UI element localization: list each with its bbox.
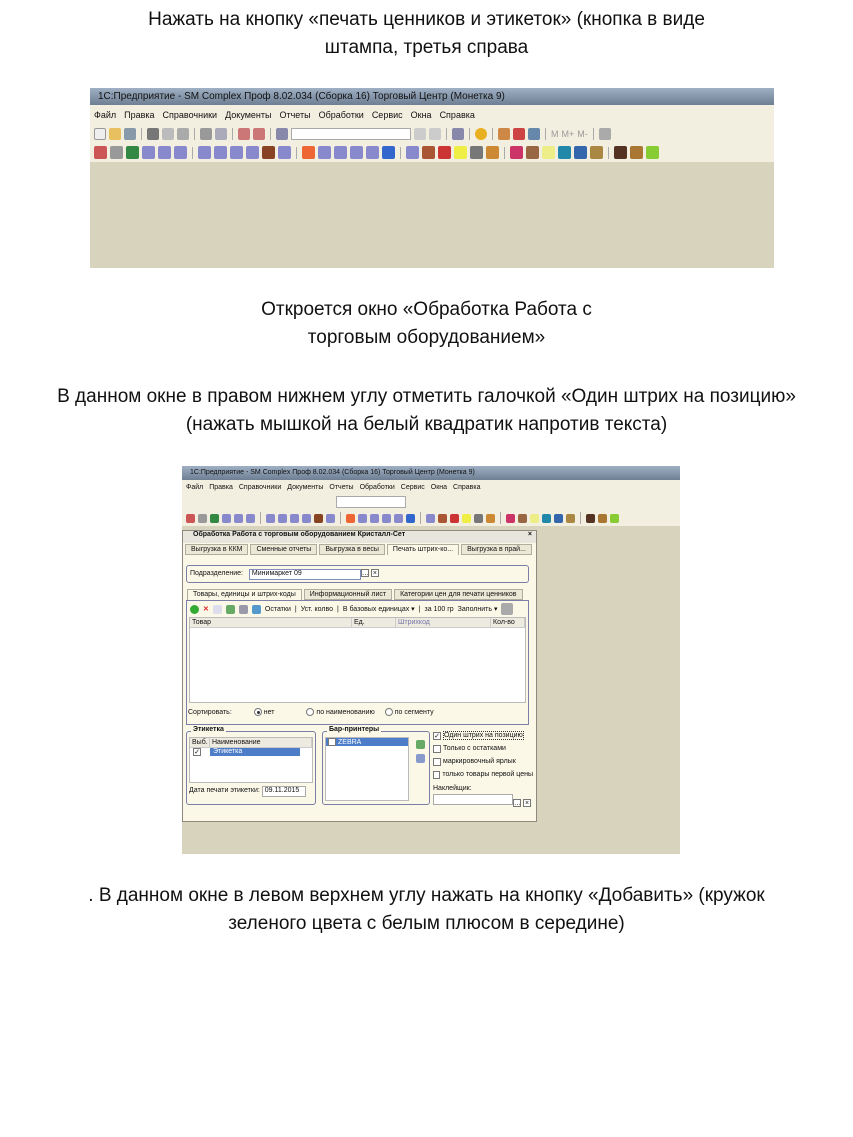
toolbar-button-icon-18[interactable] [406, 514, 415, 523]
goods-panel: ✕ Остатки | Уст. колво | В базовых единицах ▾ | за 100 гр Заполнить ▾ Товар Ед. Штрихкод Кол-во Сортировать: нет по наименованию по сегменту [186, 600, 529, 725]
toolbar-button-icon-5[interactable] [234, 514, 243, 523]
label-table[interactable]: Выб. Наименование ✓ Этикетка [189, 737, 313, 783]
separator [608, 147, 609, 159]
sort-name[interactable]: по наименованию [306, 709, 374, 716]
toolbar-button-icon-29[interactable] [554, 514, 563, 523]
memory-button[interactable]: M [551, 128, 559, 139]
table-icon[interactable] [239, 605, 248, 614]
toolbar-button-icon-14[interactable] [358, 514, 367, 523]
printer-icon[interactable] [501, 603, 513, 615]
toolbar-button-icon-8[interactable] [278, 514, 287, 523]
screenshot-toolbar [90, 88, 774, 268]
menu-catalogs[interactable]: Справочники [162, 109, 218, 120]
base-units-button[interactable]: В базовых единицах ▾ [342, 606, 415, 613]
menu-processing[interactable]: Обработки [318, 109, 364, 120]
toolbar-button-icon-4[interactable] [142, 146, 155, 159]
arrow-icon[interactable] [252, 605, 261, 614]
separator [400, 147, 401, 159]
sticker-field[interactable] [433, 794, 513, 805]
toolbar-button-icon-11[interactable] [262, 146, 275, 159]
label-row[interactable]: ✓ Этикетка [190, 748, 312, 756]
marking-label-checkbox[interactable]: маркировочный ярлык [433, 755, 533, 768]
toolbar-button-icon-25[interactable] [506, 514, 515, 523]
toolbar-button-icon-19[interactable] [426, 514, 435, 523]
screenshot-dialog [182, 466, 680, 854]
sort-row: Сортировать: нет по наименованию по сегменту [188, 708, 434, 716]
toolbar-button-icon-7[interactable] [198, 146, 211, 159]
toolbar-button-icon-28[interactable] [558, 146, 571, 159]
menu-edit[interactable]: Правка [124, 109, 155, 120]
toolbar-button-icon-15[interactable] [334, 146, 347, 159]
add-icon[interactable] [190, 605, 199, 614]
toolbar-button-icon-17[interactable] [366, 146, 379, 159]
delete-icon[interactable]: ✕ [203, 606, 209, 613]
separator [192, 147, 193, 159]
redo-icon[interactable] [253, 128, 265, 140]
paste-icon[interactable] [177, 128, 189, 140]
set-qty-button[interactable]: Уст. колво [300, 605, 333, 613]
app-title: 1С:Предприятие - SM Complex Проф 8.02.034 (Сборка 16) Торговый Центр (Монетка 9) [90, 88, 774, 105]
find-prev-icon[interactable] [429, 128, 441, 140]
toolbar-button-icon-29[interactable] [574, 146, 587, 159]
app-title: 1С:Предприятие - SM Complex Проф 8.02.034 (Сборка 16) Торговый Центр (Монетка 9) [182, 466, 680, 480]
toolbar-button-icon-1[interactable] [186, 514, 195, 523]
menu-windows[interactable]: Окна [410, 109, 432, 120]
menu-reports[interactable]: Отчеты [329, 483, 354, 491]
toolbar-standard [90, 124, 774, 143]
toolbar-button-icon-8[interactable] [214, 146, 227, 159]
instruction-step4: . В данном окне в левом верхнем углу нажать на кнопку «Добавить» (кружок зеленого цвета с белым плюсом в середине) [88, 885, 765, 934]
close-icon[interactable]: × [527, 531, 532, 538]
separator [500, 512, 501, 524]
print-icon[interactable] [200, 128, 212, 140]
toolbar-button-icon-24[interactable] [486, 514, 495, 523]
sticker-label: Наклейщик: [433, 785, 472, 792]
toolbar-button-icon-4[interactable] [222, 514, 231, 523]
instruction-step2: Откроется окно «Обработка Работа с торговым оборудованием» [261, 299, 592, 348]
toolbar-button-icon-18[interactable] [382, 146, 395, 159]
document-icon[interactable] [213, 605, 222, 614]
calendar-icon[interactable] [513, 128, 525, 140]
cut-icon[interactable] [147, 128, 159, 140]
dialog-title: Обработка Работа с торговым оборудованием Кристалл-Сет [193, 531, 406, 538]
new-icon[interactable] [94, 128, 106, 140]
clear-icon[interactable]: × [372, 570, 377, 578]
toolbar-button-icon-10[interactable] [302, 514, 311, 523]
toolbar-button-icon-23[interactable] [470, 146, 483, 159]
print-date-field[interactable]: 09.11.2015 [262, 786, 306, 797]
toolbar-button-icon-24[interactable] [486, 146, 499, 159]
toolbar-button-icon-2[interactable] [110, 146, 123, 159]
toolbar-button-icon-15[interactable] [370, 514, 379, 523]
toolbar-button-icon-7[interactable] [266, 514, 275, 523]
toolbar-button-icon-30[interactable] [590, 146, 603, 159]
toolbar-button-icon-12[interactable] [278, 146, 291, 159]
print-labels-stamp-icon[interactable] [614, 146, 627, 159]
tab-price-categories[interactable]: Категории цен для печати ценников [394, 589, 522, 600]
instruction-step1: Нажать на кнопку «печать ценников и этикеток» (кнопка в виде штампа, третья справа [148, 9, 705, 58]
menu-bar [90, 105, 774, 124]
memory-plus-button[interactable]: M+ [561, 128, 575, 139]
one-barcode-per-item-checkbox[interactable]: ✓ Один штрих на позицию [434, 732, 523, 740]
printers-list[interactable] [325, 737, 409, 801]
toolbar-button-icon-28[interactable] [542, 514, 551, 523]
tab-scales-export[interactable]: Выгрузка в весы [319, 544, 385, 555]
window-icon[interactable] [452, 128, 464, 140]
toolbar-button-icon-33[interactable] [646, 146, 659, 159]
toolbar-button-icon-10[interactable] [246, 146, 259, 159]
goods-table[interactable] [189, 617, 526, 703]
toolbar-button-icon-3[interactable] [126, 146, 139, 159]
stock-button[interactable]: Остатки [264, 605, 291, 613]
info-icon[interactable] [475, 128, 487, 140]
separator [420, 512, 421, 524]
col-goods: Товар [190, 618, 352, 627]
copy-icon[interactable] [162, 128, 174, 140]
print-labels-stamp-icon[interactable] [586, 514, 595, 523]
menu-documents[interactable]: Документы [287, 483, 324, 491]
toolbar-button-icon-6[interactable] [174, 146, 187, 159]
toolbar-button-icon-1[interactable] [94, 146, 107, 159]
toolbar-button-icon-12[interactable] [326, 514, 335, 523]
find-next-icon[interactable] [414, 128, 426, 140]
toolbar-button-icon-6[interactable] [246, 514, 255, 523]
equipment-dialog [182, 530, 537, 822]
menu-bar [182, 480, 680, 494]
menu-processing[interactable]: Обработки [359, 483, 395, 491]
first-price-only-checkbox[interactable]: только товары первой цены [433, 768, 533, 781]
printers-group: Бар-принтеры ZEBRA [322, 731, 430, 805]
printer-row[interactable]: ZEBRA [326, 738, 408, 746]
menu-reports[interactable]: Отчеты [279, 109, 311, 120]
select-button[interactable]: … [514, 800, 521, 808]
toolbar-button-icon-26[interactable] [518, 514, 527, 523]
toolbar-button-icon-20[interactable] [438, 514, 447, 523]
division-group [186, 565, 529, 583]
tab-shift-reports[interactable]: Сменные отчеты [250, 544, 317, 555]
options-group [433, 729, 533, 807]
clear-icon[interactable]: × [524, 800, 530, 808]
separator [504, 147, 505, 159]
search-combo[interactable] [291, 128, 411, 140]
toolbar-button-icon-21[interactable] [438, 146, 451, 159]
tab-price-export[interactable]: Выгрузка в прай... [461, 544, 532, 555]
toolbar-button-icon-21[interactable] [450, 514, 459, 523]
col-barcode: Штрихкод [396, 618, 491, 627]
label-group: Этикетка Выб. Наименование ✓ Этикетка Дата печати этикетки: 09.11.2015 [186, 731, 316, 805]
save-icon[interactable] [124, 128, 136, 140]
open-icon[interactable] [109, 128, 121, 140]
toolbar-button-icon-17[interactable] [394, 514, 403, 523]
separator [296, 147, 297, 159]
instruction-step3: В данном окне в правом нижнем углу отметить галочкой «Один штрих на позицию» (нажать мышкой на белый квадратик напротив текста) [57, 386, 796, 435]
search-combo[interactable] [336, 496, 406, 508]
toolbar-button-icon-9[interactable] [230, 146, 243, 159]
toolbar-button-icon-20[interactable] [422, 146, 435, 159]
toolbar-button-icon-16[interactable] [350, 146, 363, 159]
tools-icon[interactable] [599, 128, 611, 140]
col-unit: Ед. [352, 618, 396, 627]
menu-documents[interactable]: Документы [225, 109, 272, 120]
users-icon[interactable] [528, 128, 540, 140]
separator [340, 512, 341, 524]
menu-file[interactable]: Файл [186, 483, 204, 491]
copy-printer-icon[interactable] [416, 754, 425, 763]
division-field[interactable]: Минимаркет 09 [249, 569, 361, 580]
division-label: Подразделение: [190, 570, 243, 577]
menu-edit[interactable]: Правка [209, 483, 233, 491]
sort-segment[interactable]: по сегменту [385, 709, 434, 716]
separator [580, 512, 581, 524]
menu-catalogs[interactable]: Справочники [238, 483, 282, 491]
sort-none[interactable]: нет [254, 709, 275, 716]
calculator-icon[interactable] [498, 128, 510, 140]
menu-help[interactable]: Справка [453, 483, 481, 491]
only-with-stock-checkbox[interactable]: Только с остатками [433, 742, 533, 755]
toolbar-button-icon-22[interactable] [454, 146, 467, 159]
per-100g-button[interactable]: за 100 гр [424, 605, 454, 613]
toolbar-button-icon-3[interactable] [210, 514, 219, 523]
toolbar-custom [182, 510, 680, 526]
select-button[interactable]: … [361, 570, 369, 578]
toolbar-button-icon-33[interactable] [610, 514, 619, 523]
toolbar-button-icon-25[interactable] [510, 146, 523, 159]
toolbar-button-icon-14[interactable] [318, 146, 331, 159]
tab-goods[interactable]: Товары, единицы и штрих-коды [187, 589, 302, 600]
memory-minus-button[interactable]: M- [577, 128, 588, 139]
toolbar-button-icon-2[interactable] [198, 514, 207, 523]
toolbar-button-icon-11[interactable] [314, 514, 323, 523]
toolbar-button-icon-13[interactable] [302, 146, 315, 159]
toolbar-button-icon-13[interactable] [346, 514, 355, 523]
tab-barcode-print[interactable]: Печать штрих-ко... [387, 544, 459, 555]
undo-icon[interactable] [238, 128, 250, 140]
import-icon[interactable] [226, 605, 235, 614]
toolbar-button-icon-27[interactable] [530, 514, 539, 523]
toolbar-button-icon-23[interactable] [474, 514, 483, 523]
toolbar-button-icon-5[interactable] [158, 146, 171, 159]
col-qty: Кол-во [491, 618, 525, 627]
menu-service[interactable]: Сервис [400, 483, 425, 491]
fill-button[interactable]: Заполнить ▾ [457, 606, 498, 613]
toolbar-button-icon-32[interactable] [598, 514, 607, 523]
toolbar-button-icon-9[interactable] [290, 514, 299, 523]
tab-kkm-export[interactable]: Выгрузка в ККМ [185, 544, 248, 555]
label-checkbox[interactable]: ✓ [194, 749, 200, 756]
menu-help[interactable]: Справка [439, 109, 475, 120]
menu-file[interactable]: Файл [94, 109, 117, 120]
search-icon[interactable] [276, 128, 288, 140]
toolbar-button-icon-19[interactable] [406, 146, 419, 159]
separator [260, 512, 261, 524]
menu-windows[interactable]: Окна [430, 483, 448, 491]
toolbar-button-icon-32[interactable] [630, 146, 643, 159]
toolbar-standard [182, 494, 680, 510]
toolbar-button-icon-26[interactable] [526, 146, 539, 159]
toolbar-button-icon-22[interactable] [462, 514, 471, 523]
tab-info-sheet[interactable]: Информационный лист [304, 589, 392, 600]
toolbar-button-icon-27[interactable] [542, 146, 555, 159]
menu-service[interactable]: Сервис [371, 109, 403, 120]
toolbar-button-icon-30[interactable] [566, 514, 575, 523]
preview-icon[interactable] [215, 128, 227, 140]
toolbar-button-icon-16[interactable] [382, 514, 391, 523]
check-printer-icon[interactable] [416, 740, 425, 749]
toolbar-custom [90, 143, 774, 162]
